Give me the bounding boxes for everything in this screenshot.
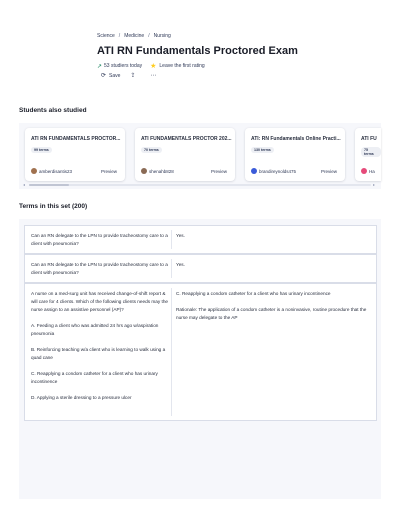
more-button[interactable]	[144, 70, 165, 81]
set-meta	[97, 62, 205, 70]
term-answer: C. Reapplying a condom catheter for a client who has urinary incontinence Rationale: The application of a condom catheter is a noninvasive, routine procedure that the nurse may delegate to the AP	[176, 291, 367, 320]
card-username[interactable]: brandireynolds475	[259, 169, 297, 174]
page-title: ATI RN Fundamentals Proctored Exam	[97, 45, 298, 57]
save-label: Save	[109, 72, 121, 79]
breadcrumb-separator: /	[118, 33, 121, 39]
breadcrumb-item-science[interactable]: Science	[97, 33, 115, 39]
carousel-scrollbar[interactable]	[29, 184, 371, 186]
scroll-left-icon[interactable]: ◂	[23, 182, 26, 187]
term-question: Can an RN delegate to the LPN to provide tracheostomy care to a client with pneumonia?	[31, 233, 168, 246]
card-username[interactable]: amberdisantis23	[39, 169, 73, 174]
terms-badge: 99 terms	[31, 147, 52, 153]
card-username[interactable]: Ha	[369, 169, 375, 174]
rating-link[interactable]: Leave the first rating	[159, 63, 205, 69]
avatar	[141, 168, 147, 174]
scrollbar-thumb[interactable]	[29, 184, 69, 186]
term-row	[24, 254, 377, 283]
term-row	[24, 283, 377, 421]
card-title: ATI FUNDAMENTALS PROCTOR 202...	[141, 136, 232, 142]
bookmark-icon: ⟳	[101, 73, 107, 79]
avatar	[251, 168, 257, 174]
share-button[interactable]	[124, 70, 144, 81]
term-question: A nurse on a med-surg unit has received change-of-shift report & will care for 4 clients. Which of the following clients needs may the nurse assign to an assistive personnel (AP)? A. Feeding a client who was admitted 24 hrs ago w/aspiration pneumonia B. Reinforcing teaching w/a client who is learning to walk using a quad cane C. Reapplying a condom catheter for a client who has urinary incontinence D. Applying a sterile dressing to a pressure ulcer	[31, 291, 169, 400]
share-icon: ⇪	[130, 73, 136, 79]
card-title: ATI RN FUNDAMENTALS PROCTOR...	[31, 136, 121, 142]
study-set-card[interactable]	[245, 128, 345, 181]
breadcrumb-item-nursing[interactable]: Nursing	[153, 33, 171, 39]
terms-heading: Terms in this set (200)	[19, 203, 88, 210]
more-icon: ⋯	[150, 73, 157, 79]
trending-icon: ↗	[97, 63, 103, 70]
study-set-card[interactable]	[25, 128, 125, 181]
preview-button[interactable]: Preview	[210, 169, 227, 174]
study-set-card[interactable]	[355, 128, 381, 181]
preview-button[interactable]: Preview	[320, 169, 337, 174]
card-username[interactable]: shenahb828	[149, 169, 174, 174]
save-button[interactable]	[97, 70, 124, 81]
terms-badge: 70 terms	[141, 147, 162, 153]
term-question: Can an RN delegate to the LPN to provide tracheostomy care to a client with pneumonia?	[31, 262, 168, 275]
scroll-right-icon[interactable]: ▸	[373, 182, 376, 187]
studiers-count: 53 studiers today	[104, 63, 143, 69]
preview-button[interactable]: Preview	[100, 169, 117, 174]
breadcrumb-separator: /	[148, 33, 150, 39]
card-title: ATI: RN Fundamentals Online Practi...	[251, 136, 341, 142]
star-icon: ★	[150, 63, 157, 70]
avatar	[31, 168, 37, 174]
breadcrumb-item-medicine[interactable]: Medicine	[124, 33, 145, 39]
avatar	[361, 168, 367, 174]
students-also-studied-heading: Students also studied	[19, 107, 87, 114]
term-divider	[171, 259, 172, 278]
term-row	[24, 225, 377, 254]
term-answer: Yes.	[176, 262, 185, 267]
breadcrumb	[97, 33, 171, 39]
term-divider	[171, 230, 172, 249]
set-actions	[97, 70, 165, 81]
study-set-card[interactable]	[135, 128, 235, 181]
terms-badge: 75 terms	[361, 147, 381, 157]
card-title: ATI FU	[361, 136, 377, 142]
term-answer: Yes.	[176, 233, 185, 238]
terms-badge: 130 terms	[251, 147, 274, 153]
term-divider	[171, 288, 172, 416]
